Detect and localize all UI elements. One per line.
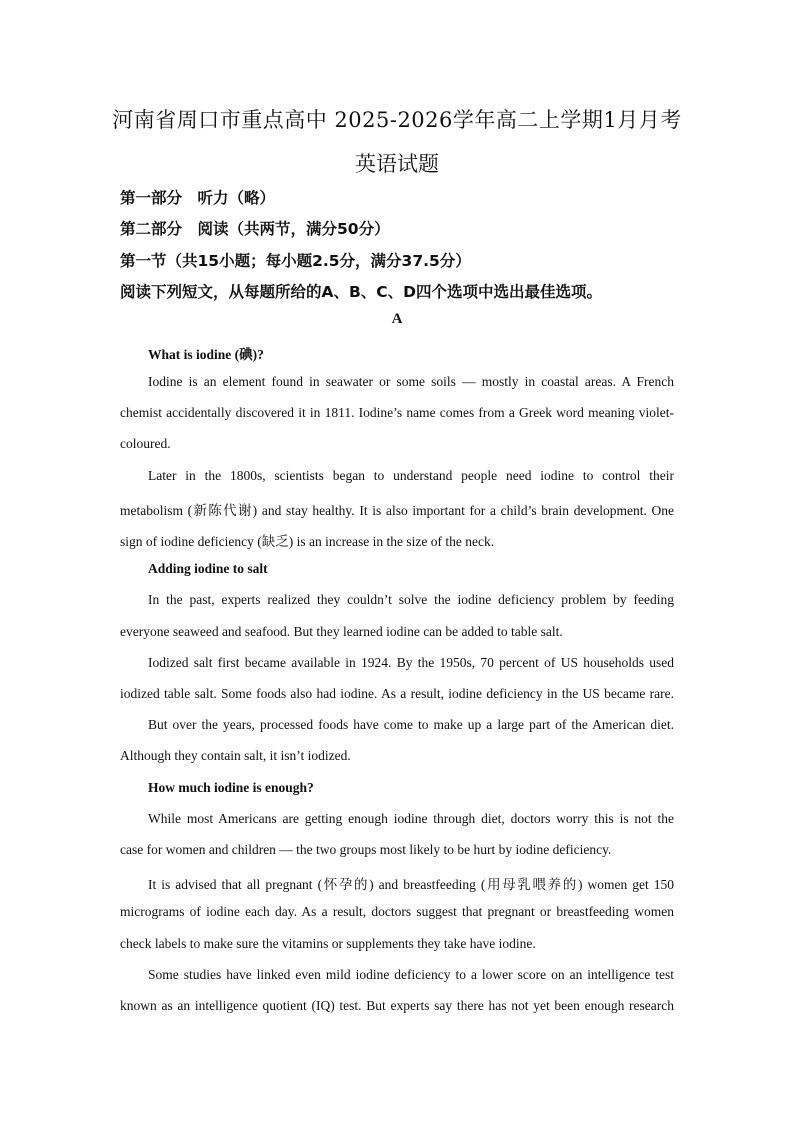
passage-line: known as an intelligence quotient (IQ) test. But experts say there has not yet been enough research [120,998,674,1013]
passage-line: Although they contain salt, it isn’t iodized. [120,748,351,763]
passage-line: But over the years, processed foods have come to make up a large part of the American diet. [148,717,674,732]
passage-line: metabolism (新陈代谢) and stay healthy. It is also important for a child’s brain development. One [120,503,674,518]
document-subtitle: 英语试题 [355,152,439,176]
passage-line: chemist accidentally discovered it in 1811. Iodine’s name comes from a Greek word meaning violet- [120,405,674,420]
passage-line: While most Americans are getting enough iodine through diet, doctors worry this is not the [148,811,674,826]
passage-line: It is advised that all pregnant (怀孕的) and breastfeeding (用母乳喂养的) women get 150 [148,877,674,892]
part2-heading: 第二部分 阅读（共两节，满分50分） [120,220,390,238]
passage-line: In the past, experts realized they couldn’t solve the iodine deficiency problem by feeding [148,592,674,607]
passage-label: A [391,311,403,327]
passage-line: check labels to make sure the vitamins or supplements they take have iodine. [120,936,536,951]
passage-line: sign of iodine deficiency (缺乏) is an increase in the size of the neck. [120,534,495,549]
passage-line: Iodized salt first became available in 1924. By the 1950s, 70 percent of US households used [148,655,674,670]
heading-adding-iodine: Adding iodine to salt [148,561,268,576]
passage-line: iodized table salt. Some foods also had iodine. As a result, iodine deficiency in the US became rare. [120,686,674,701]
passage-line: Some studies have linked even mild iodine deficiency to a lower score on an intelligence test [148,967,674,982]
heading-how-much-iodine: How much iodine is enough? [148,780,314,795]
passage-line: Iodine is an element found in seawater or some soils — mostly in coastal areas. A French [148,374,674,389]
passage-line: case for women and children — the two groups most likely to be hurt by iodine deficiency. [120,842,612,857]
heading-what-is-iodine: What is iodine (碘)? [148,347,264,362]
section1-heading: 第一节（共15小题；每小题2.5分，满分37.5分） [120,252,471,270]
part1-heading: 第一部分 听力（略） [120,189,276,207]
document-title: 河南省周口市重点高中 2025-2026学年高二上学期1月月考 [112,108,682,132]
passage-line: everyone seaweed and seafood. But they learned iodine can be added to table salt. [120,624,563,639]
passage-line: micrograms of iodine each day. As a result, doctors suggest that pregnant or breastfeeding women [120,904,674,919]
passage-line: coloured. [120,436,171,451]
instruction-text: 阅读下列短文，从每题所给的A、B、C、D四个选项中选出最佳选项。 [120,283,603,301]
passage-line: Later in the 1800s, scientists began to understand people need iodine to control their [148,468,674,483]
